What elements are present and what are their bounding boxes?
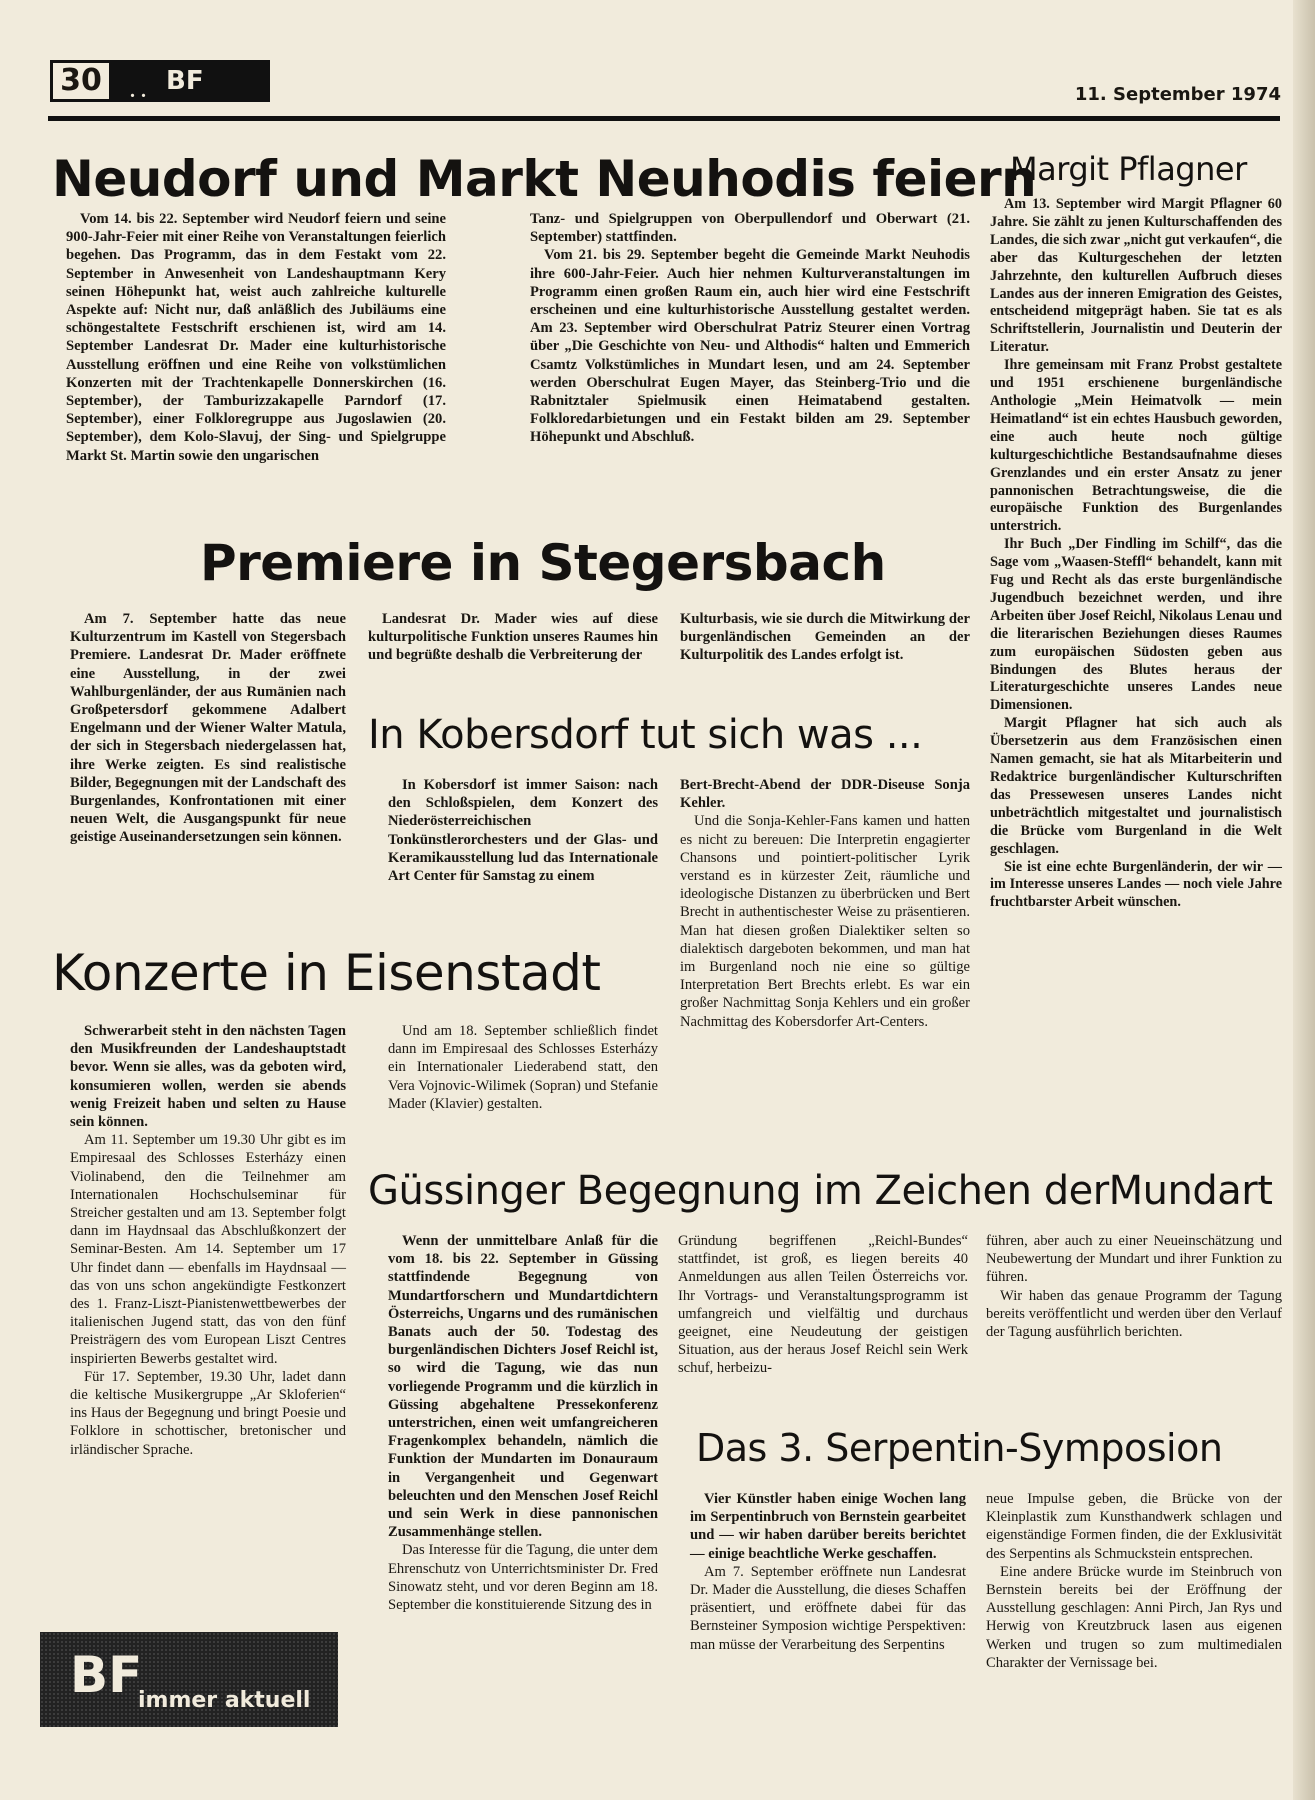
headline-kobersdorf: In Kobersdorf tut sich was ... [368,712,923,758]
article-kobersdorf-col2 [680,776,970,1031]
headline-guessing: Güssinger Begegnung im Zeichen derMundart [368,1168,1273,1214]
paragraph: Das Interesse für die Tagung, die unter dem Ehrenschutz von Unterrichtsminister Dr. Fred Sinowatz steht, und vor deren Beginn am 18. September die konstituierende Sitzung des in [388,1542,658,1614]
headline-neudorf: Neudorf und Markt Neuhodis feiern [52,150,1037,208]
paragraph: Ihre gemeinsam mit Franz Probst gestaltete und 1951 erschienene burgenländische Anthologie „Mein Heimatvolk — mein Heimatland“ ist ein echtes Hausbuch geworden, eine auch heute noch gültige kulturgeschichtliche Bestandsaufnahme dieses Grenzlandes und ein erster Ansatz zu jener pannonischen Betrachtungsweise, die die europäische Funktion des Burgenlandes unterstrich. [990,357,1282,535]
headline-pflagner: Margit Pflagner [1010,150,1247,188]
paragraph: Am 11. September um 19.30 Uhr gibt es im Empiresaal des Schlosses Esterházy einen Violinabend, den die Teilnehmer am Internationalen Hochschulseminar für Streicher gestalten und am 13. September folgt dann im Haydnsaal das Abschlußkonzert der Seminar-Besten. Am 14. September um 17 Uhr findet dann — ebenfalls im Haydnsaal — das von uns schon angekündigte Festkonzert des 1. Franz-Liszt-Pianistenwettbewerbes der italienischen Jugend statt, das von den fünf Preisträgern des vom European Liszt Centres inspirierten Bewerbs gestaltet wird. [70,1132,346,1367]
paragraph: Landesrat Dr. Mader wies auf diese kulturpolitische Funktion unseres Raumes hin und begrüßte deshalb die Verbreiterung der [368,611,658,664]
section-label: BF [112,60,270,102]
article-kobersdorf-col1 [388,776,658,885]
paragraph: Bert-Brecht-Abend der DDR-Diseuse Sonja Kehler. [680,777,970,812]
article-guessing-col2 [678,1232,968,1378]
paragraph: Am 7. September eröffnete nun Landesrat Dr. Mader die Ausstellung, die dieses Schaffen präsentiert, und eröffnete dabei für das Bernsteiner Symposion wichtige Perspektiven: man müsse der Verarbeitung des Serpentins [690,1563,966,1653]
issue-date: 11. September 1974 [1074,84,1281,105]
article-stegersbach-col2 [368,610,658,665]
headline-stegersbach: Premiere in Stegersbach [200,534,886,592]
paragraph: Wenn der unmittelbare Anlaß für die vom 18. bis 22. September in Güssing stattfindende Begegnung von Mundartforschern und Mundartdichtern Österreichs, Ungarns und des rumänischen Banats auch der 50. Todestag des burgenländischen Dichters Josef Reichl ist, so wird die Tagung, wie das nun vorliegende Programm und die kürzlich in Güssing abgehaltene Pressekonferenz unterstrichen, einen weit umfangreicheren Fragenkomplex behandeln, nämlich die Funktion der Mundarten im Donauraum in Vergangenheit und Gegenwart beleuchten und den Menschen Josef Reichl und sein Werk in diese pannonischen Zusammenhänge stellen. [388,1233,658,1541]
article-guessing-col3 [986,1232,1282,1341]
paragraph: Eine andere Brücke wurde im Steinbruch von Bernstein bereits bei der Eröffnung der Ausstellung geschlagen: Anni Pirch, Jan Rys und Herwig von Kreutzbruck lasen aus eigenen Werken und trugen so zum multimedialen Charakter der Vernissage bei. [986,1563,1282,1671]
paragraph: Ihr Buch „Der Findling im Schilf“, das die Sage vom „Waasen-Steffl“ behandelt, kann mit Fug und Recht als das erste burgenländische Jugendbuch bezeichnet werden, und ihre Arbeiten über Josef Reichl, Nikolaus Lenau und die literarischen Beziehungen dieses Raumes zum europäischen Südosten geben aus Bindungen des Blutes heraus der Literaturgeschichte unseres Landes neue Dimensionen. [990,536,1282,714]
paragraph: Vier Künstler haben einige Wochen lang im Serpentinbruch von Bernstein gearbeitet und — wir haben darüber bereits berichtet — einige beachtliche Werke geschaffen. [690,1491,966,1562]
article-eisenstadt-col1 [70,1022,346,1459]
page-edge-shadow [1293,0,1315,1800]
article-stegersbach-col1 [70,610,346,847]
paragraph: Kulturbasis, wie sie durch die Mitwirkung der burgenländischen Gemeinden an der Kulturpolitik des Landes erfolgt ist. [680,611,970,664]
article-pflagner [990,196,1282,912]
paragraph: Tanz- und Spielgruppen von Oberpullendorf und Oberwart (21. September) stattfinden. [530,211,970,246]
headline-eisenstadt: Konzerte in Eisenstadt [52,944,601,1002]
teaser-text: immer aktuell [138,1688,311,1713]
section-dots: .. [130,80,152,102]
page-number: 30 [50,60,112,102]
article-neudorf-col2 [530,210,970,447]
article-eisenstadt-col2 [388,1022,658,1113]
paragraph: Für 17. September, 19.30 Uhr, ladet dann die keltische Musikergruppe „Ar Skloferien“ ins Haus der Begegnung und bringt Poesie und Folklore in schottischer, bretonischer und irländischer Sprache. [70,1368,346,1458]
paragraph: Sie ist eine echte Burgenländerin, der wir — im Interesse unseres Landes — noch viele Jahre fruchtbarster Arbeit wünschen. [990,858,1282,911]
article-neudorf-col1 [66,210,446,465]
article-serpentin-col2 [986,1490,1282,1672]
article-guessing-col1 [388,1232,658,1614]
paragraph: Und die Sonja-Kehler-Fans kamen und hatten es nicht zu bereuen: Die Interpretin engagierter Chansons und pointiert-politischer Lyrik verstand es in kürzester Zeit, räumliche und ideologische Distanzen zu überbrücken und Bert Brecht in authentischester Weise zu präsentieren. Man hat diesen großen Dialektiker selten so dialektisch dargeboten bekommen, und man hat im Burgenland noch nie eine so gültige Interpretation Bert Brechts erlebt. Es war ein großer Nachmittag Sonja Kehlers und ein großer Nachmittag des Kobersdorfer Art-Centers. [680,813,970,1030]
paragraph: Vom 14. bis 22. September wird Neudorf feiern und seine 900-Jahr-Feier mit einer Reihe von Veranstaltungen feierlich begehen. Das Programm, das in dem Festakt vom 22. September in Anwesenheit von Landeshauptmann Kery seinen Höhepunkt hat, weist auch zahlreiche kulturelle Aspekte auf: Nicht nur, daß anläßlich des Jubiläums eine schöngestaltete Festschrift erschienen ist, wird am 14. September Landesrat Dr. Mader eine kulturhistorische Ausstellung eröffnen und eine Reihe von volkstümlichen Konzerten mit der Trachtenkapelle Donnerskirchen (16. September), der Tamburizzakapelle Parndorf (17. September), einer Folkloregruppe aus Jugoslawien (20. September), dem Kolo-Slavuj, der Sing- und Spielgruppe Markt St. Martin sowie den ungarischen [66,211,446,464]
paragraph: Margit Pflagner hat sich auch als Übersetzerin aus dem Französischen einen Namen gemacht, sie hat als Mitarbeiterin und Redaktrice burgenländischer Kulturschriften das Pressewesen unseres Landes nicht unbeträchtlich mitgestaltet und journalistisch die Brücke vom Burgenland in die Welt geschlagen. [990,715,1282,857]
paragraph: Am 13. September wird Margit Pflagner 60 Jahre. Sie zählt zu jenen Kulturschaffenden des Landes, die sich zwar „nicht gut verkaufen“, die aber das Kulturgeschehen der letzten Jahrzehnte, den kulturellen Aufbruch dieses Landes aus der inneren Emigration des Geistes, entscheidend mitgeprägt haben. Sie tat es als Schriftstellerin, Journalistin und Deuterin der Literatur. [990,196,1282,356]
paragraph: Vom 21. bis 29. September begeht die Gemeinde Markt Neuhodis ihre 600-Jahr-Feier. Auch hier nehmen Kulturveranstaltungen im Programm einen großen Raum ein, auch hier wird eine Festschrift erscheinen und eine kulturhistorische Ausstellung gestaltet werden. Am 23. September wird Oberschulrat Patriz Steurer einen Vortrag über „Die Geschichte von Neu- und Althodis“ halten und Emmerich Csamtz Volkstümliches in Mundart lesen, und am 24. September werden Oberschulrat Eugen Mayer, das Steinberg-Trio und die Rabnitztaler Spielmusik einen Heimatabend gestalten. Folkloredarbietungen und ein Festakt bilden am 29. September Höhepunkt und Abschluß. [530,247,970,446]
header-rule [48,116,1280,121]
paragraph: Am 7. September hatte das neue Kulturzentrum im Kastell von Stegersbach Premiere. Landesrat Dr. Mader eröffnete eine Ausstellung, in der zwei Wahlburgenländer, der aus Rumänien nach Großpetersdorf gekommene Adalbert Engelmann und der Wiener Walter Matula, der sich in Stegersbach niedergelassen hat, ihre Werke zeigten. Es sind realistische Bilder, Begegnungen mit der Landschaft des Burgenlandes, Konfrontationen mit einer neuen Welt, die Ausgangspunkt für neue geistige Auseinandersetzungen sein können. [70,611,346,846]
paragraph: Wir haben das genaue Programm der Tagung bereits veröffentlicht und werden über den Verlauf der Tagung ausführlich berichten. [986,1287,1282,1341]
paragraph: In Kobersdorf ist immer Saison: nach den Schloßspielen, dem Konzert des Niederösterreichischen Tonkünstlerorchesters und der Glas- und Keramikausstellung lud das Internationale Art Center für Samstag zu einem [388,777,658,885]
paragraph: Gründung begriffenen „Reichl-Bundes“ stattfindet, ist groß, es liegen bereits 40 Anmeldungen aus allen Teilen Österreichs vor. Ihr Vortrags- und Veranstaltungsprogramm ist umfangreich und vielfältig und durchaus geeignet, eine Neudeutung der geistigen Situation, aus der heraus Josef Reichl sein Werk schuf, herbeizu- [678,1233,968,1377]
paragraph: führen, aber auch zu einer Neueinschätzung und Neubewertung der Mundart und ihrer Funktion zu führen. [986,1233,1282,1286]
article-serpentin-col1 [690,1490,966,1654]
paragraph: neue Impulse geben, die Brücke von der Kleinplastik zum Kunsthandwerk schlagen und eigenständige Formen finden, die der Exklusivität des Serpentins als Schmuckstein entsprechen. [986,1491,1282,1562]
article-stegersbach-col3 [680,610,970,665]
teaser-logo: BF [70,1646,143,1704]
headline-serpentin: Das 3. Serpentin-Symposion [696,1426,1223,1470]
paragraph: Schwerarbeit steht in den nächsten Tagen den Musikfreunden der Landeshauptstadt bevor. Wenn sie alles, was da geboten wird, konsumieren wollen, werden sie abends wenig Freizeit haben und selten zu Hause sein können. [70,1023,346,1131]
paragraph: Und am 18. September schließlich findet dann im Empiresaal des Schlosses Esterházy ein Internationaler Liederabend statt, den Vera Vojnovic-Wilimek (Sopran) und Stefanie Mader (Klavier) gestalten. [388,1023,658,1112]
